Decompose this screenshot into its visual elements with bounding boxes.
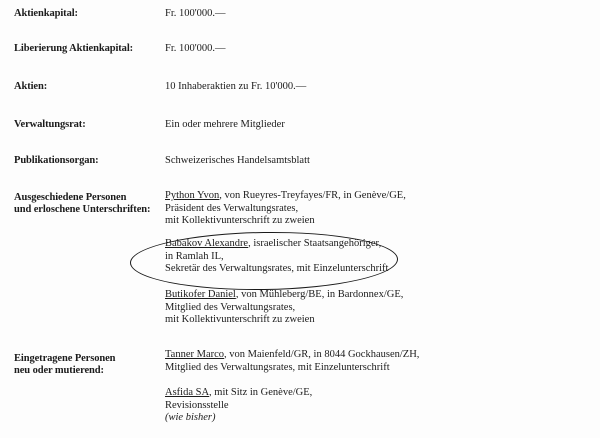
- entry-rest: , von Mühleberg/BE, in Bardonnex/GE,: [235, 289, 404, 300]
- entry-rest: , israelischer Staatsangehöriger,: [248, 238, 382, 249]
- entry-line3: mit Kollektivunterschrift zu zweien: [165, 215, 315, 226]
- eingetragene-label-line1: Eingetragene Personen: [14, 353, 116, 364]
- ausgeschiedene-entry-python: [165, 190, 406, 228]
- aktienkapital-value: Fr. 100'000.—: [165, 8, 226, 19]
- eingetragene-entry-asfida: [165, 387, 312, 425]
- publikationsorgan-label: Publikationsorgan:: [14, 155, 99, 166]
- ausgeschiedene-label-line2: und erloschene Unterschriften:: [14, 204, 151, 215]
- entry-line3: Sekretär des Verwaltungsrates, mit Einzelunterschrift: [165, 263, 389, 274]
- verwaltungsrat-label: Verwaltungsrat:: [14, 119, 86, 130]
- aktien-value: 10 Inhaberaktien zu Fr. 10'000.—: [165, 81, 307, 92]
- entry-name: Tanner Marco: [165, 349, 225, 360]
- entry-rest: , von Maienfeld/GR, in 8044 Gockhausen/ZH,: [224, 349, 420, 360]
- ausgeschiedene-label: [14, 192, 150, 216]
- entry-name: Python Yvon: [165, 190, 220, 201]
- aktienkapital-label: Aktienkapital:: [14, 8, 78, 19]
- entry-line2: Mitglied des Verwaltungsrates, mit Einzelunterschrift: [165, 361, 390, 373]
- ausgeschiedene-label-line1: Ausgeschiedene Personen: [14, 192, 127, 203]
- entry-rest: , von Rueyres-Treyfayes/FR, in Genève/GE,: [219, 190, 406, 201]
- entry-line3: mit Kollektivunterschrift zu zweien: [165, 314, 315, 325]
- entry-name: Asfida SA: [165, 387, 210, 398]
- entry-line3: (wie bisher): [165, 412, 216, 423]
- eingetragene-entry-tanner: [165, 349, 419, 374]
- entry-line2: Revisionsstelle: [165, 399, 229, 411]
- entry-line2: Präsident des Verwaltungsrates,: [165, 202, 299, 214]
- verwaltungsrat-value: Ein oder mehrere Mitglieder: [165, 119, 285, 130]
- entry-name: Butikofer Daniel: [165, 289, 236, 300]
- liberierung-label: Liberierung Aktienkapital:: [14, 43, 134, 54]
- entry-rest: , mit Sitz in Genève/GE,: [209, 387, 313, 398]
- entry-name: Babakov Alexandre: [165, 238, 249, 249]
- publikationsorgan-value: Schweizerisches Handelsamtsblatt: [165, 155, 310, 166]
- eingetragene-label: [14, 353, 115, 377]
- liberierung-value: Fr. 100'000.—: [165, 43, 226, 54]
- aktien-label: Aktien:: [14, 81, 48, 92]
- entry-line2: Mitglied des Verwaltungsrates,: [165, 301, 296, 313]
- entry-line2: in Ramlah IL,: [165, 250, 224, 262]
- eingetragene-label-line2: neu oder mutierend:: [14, 365, 104, 376]
- ausgeschiedene-entry-butikofer: [165, 289, 403, 327]
